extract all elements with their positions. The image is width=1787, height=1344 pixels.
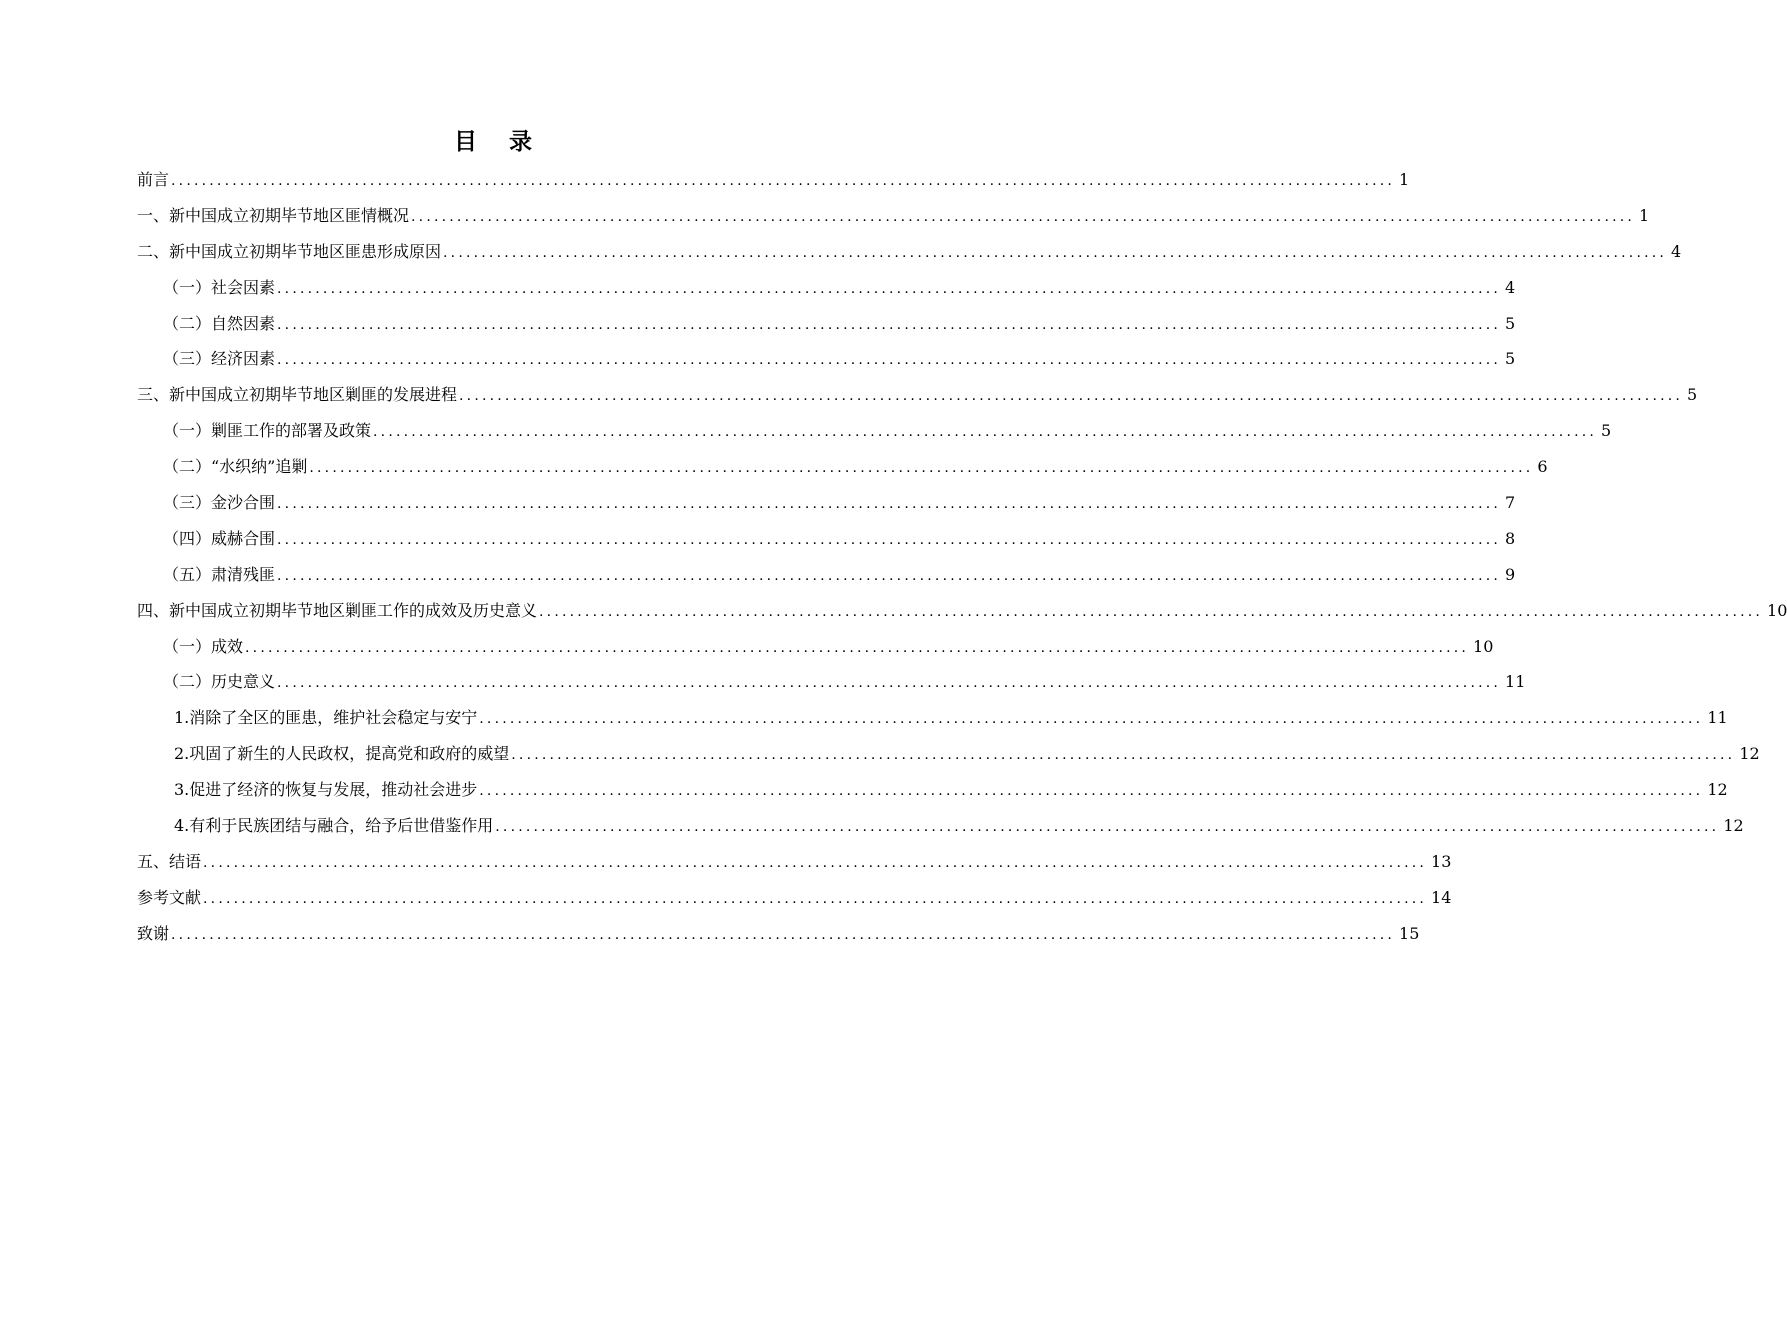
toc-dot-leader: ................................................................................................................................................................ [277, 280, 1502, 297]
toc-entry-page-number: 15 [1399, 923, 1420, 943]
toc-entry-page-number: 5 [1505, 313, 1516, 333]
toc-dot-leader: ................................................................................................................................................................ [539, 603, 1764, 620]
toc-dot-leader: ................................................................................................................................................................ [495, 819, 1720, 836]
toc-entry[interactable] [137, 198, 1650, 234]
toc-dot-leader: ................................................................................................................................................................ [411, 208, 1636, 225]
toc-entry[interactable] [137, 808, 1744, 844]
toc-list [137, 162, 1787, 952]
toc-entry[interactable] [137, 664, 1526, 700]
toc-entry[interactable] [137, 341, 1516, 377]
toc-entry-title: （一）社会因素 [163, 277, 276, 297]
toc-entry[interactable] [137, 844, 1452, 880]
toc-entry-title: 参考文献 [137, 887, 202, 907]
toc-entry-title: （五）肃清残匪 [163, 564, 276, 584]
toc-entry-title: （四）威赫合围 [163, 528, 276, 548]
toc-entry-title: （二）自然因素 [163, 313, 276, 333]
toc-entry-page-number: 1 [1399, 170, 1410, 189]
toc-dot-leader: ................................................................................................................................................................ [479, 711, 1704, 728]
toc-entry-title: 二、新中国成立初期毕节地区匪患形成原因 [137, 241, 442, 261]
toc-entry-page-number: 7 [1505, 493, 1516, 513]
toc-dot-leader: ................................................................................................................................................................ [203, 890, 1428, 907]
toc-entry[interactable] [137, 772, 1728, 808]
toc-entry-title: （三）经济因素 [163, 349, 276, 369]
toc-dot-leader: ................................................................................................................................................................ [309, 460, 1534, 477]
toc-entry-title: 1.消除了全区的匪患，维护社会稳定与安宁 [174, 708, 478, 728]
toc-entry[interactable] [137, 593, 1787, 629]
toc-entry[interactable] [137, 377, 1698, 413]
toc-entry-title: （三）金沙合围 [163, 493, 276, 513]
toc-entry-page-number: 10 [1473, 636, 1494, 656]
toc-entry-page-number: 12 [1707, 780, 1728, 800]
toc-entry[interactable] [137, 629, 1494, 665]
toc-entry-title: 一、新中国成立初期毕节地区匪情概况 [137, 205, 410, 225]
toc-dot-leader: ................................................................................................................................................................ [277, 531, 1502, 548]
toc-dot-leader: ................................................................................................................................................................ [277, 567, 1502, 584]
toc-entry[interactable] [137, 270, 1516, 306]
toc-entry[interactable] [137, 521, 1516, 557]
toc-entry-page-number: 14 [1431, 887, 1452, 907]
toc-entry-page-number: 11 [1505, 672, 1526, 692]
toc-entry[interactable] [137, 736, 1760, 772]
toc-entry-page-number: 12 [1739, 744, 1760, 764]
toc-dot-leader: ................................................................................................................................................................ [171, 926, 1396, 943]
toc-entry-page-number: 10 [1767, 600, 1787, 620]
toc-entry-title: （一）成效 [163, 636, 244, 656]
toc-entry[interactable] [137, 880, 1452, 916]
toc-dot-leader: ................................................................................................................................................................ [171, 173, 1396, 189]
toc-entry-page-number: 9 [1505, 564, 1516, 584]
toc-dot-leader: ................................................................................................................................................................ [459, 388, 1684, 405]
toc-dot-leader: ................................................................................................................................................................ [443, 244, 1668, 261]
toc-entry[interactable] [137, 306, 1516, 342]
toc-entry-title: （二）“水织纳”追剿 [163, 457, 308, 477]
toc-entry-page-number: 12 [1723, 816, 1744, 836]
toc-dot-leader: ................................................................................................................................................................ [511, 747, 1736, 764]
toc-entry-title: 3.促进了经济的恢复与发展，推动社会进步 [174, 780, 478, 800]
toc-entry[interactable] [137, 557, 1516, 593]
toc-entry-title: 四、新中国成立初期毕节地区剿匪工作的成效及历史意义 [137, 600, 538, 620]
toc-dot-leader: ................................................................................................................................................................ [277, 496, 1502, 513]
toc-dot-leader: ................................................................................................................................................................ [203, 854, 1428, 871]
toc-entry[interactable] [137, 234, 1682, 270]
toc-entry[interactable] [137, 700, 1728, 736]
toc-dot-leader: ................................................................................................................................................................ [277, 316, 1502, 333]
toc-entry-page-number: 5 [1505, 349, 1516, 369]
toc-dot-leader: ................................................................................................................................................................ [277, 352, 1502, 369]
toc-entry-page-number: 8 [1505, 528, 1516, 548]
toc-entry-title: 前言 [137, 170, 170, 189]
toc-dot-leader: ................................................................................................................................................................ [277, 675, 1502, 692]
toc-entry[interactable] [137, 162, 1410, 198]
toc-entry-title: 2.巩固了新生的人民政权，提高党和政府的威望 [174, 744, 510, 764]
toc-entry[interactable] [137, 449, 1548, 485]
toc-dot-leader: ................................................................................................................................................................ [245, 639, 1470, 656]
toc-entry-title: 致谢 [137, 923, 170, 943]
toc-entry-page-number: 11 [1707, 708, 1728, 728]
toc-entry-title: 五、结语 [137, 851, 202, 871]
toc-entry-page-number: 5 [1601, 421, 1612, 441]
toc-entry-title: （一）剿匪工作的部署及政策 [163, 421, 372, 441]
toc-entry-title: 三、新中国成立初期毕节地区剿匪的发展进程 [137, 385, 458, 405]
toc-dot-leader: ................................................................................................................................................................ [479, 783, 1704, 800]
toc-entry-page-number: 6 [1537, 457, 1548, 477]
toc-entry[interactable] [137, 485, 1516, 521]
toc-entry-page-number: 4 [1671, 241, 1682, 261]
toc-entry-page-number: 13 [1431, 851, 1452, 871]
toc-entry-page-number: 5 [1687, 385, 1698, 405]
toc-entry-page-number: 1 [1639, 205, 1650, 225]
toc-title: 目 录 [453, 129, 544, 155]
toc-entry[interactable] [137, 413, 1612, 449]
toc-entry-title: （二）历史意义 [163, 672, 276, 692]
toc-entry-title: 4.有利于民族团结与融合，给予后世借鉴作用 [174, 816, 494, 836]
toc-dot-leader: ................................................................................................................................................................ [373, 424, 1598, 441]
toc-entry[interactable] [137, 916, 1420, 952]
toc-entry-page-number: 4 [1505, 277, 1516, 297]
